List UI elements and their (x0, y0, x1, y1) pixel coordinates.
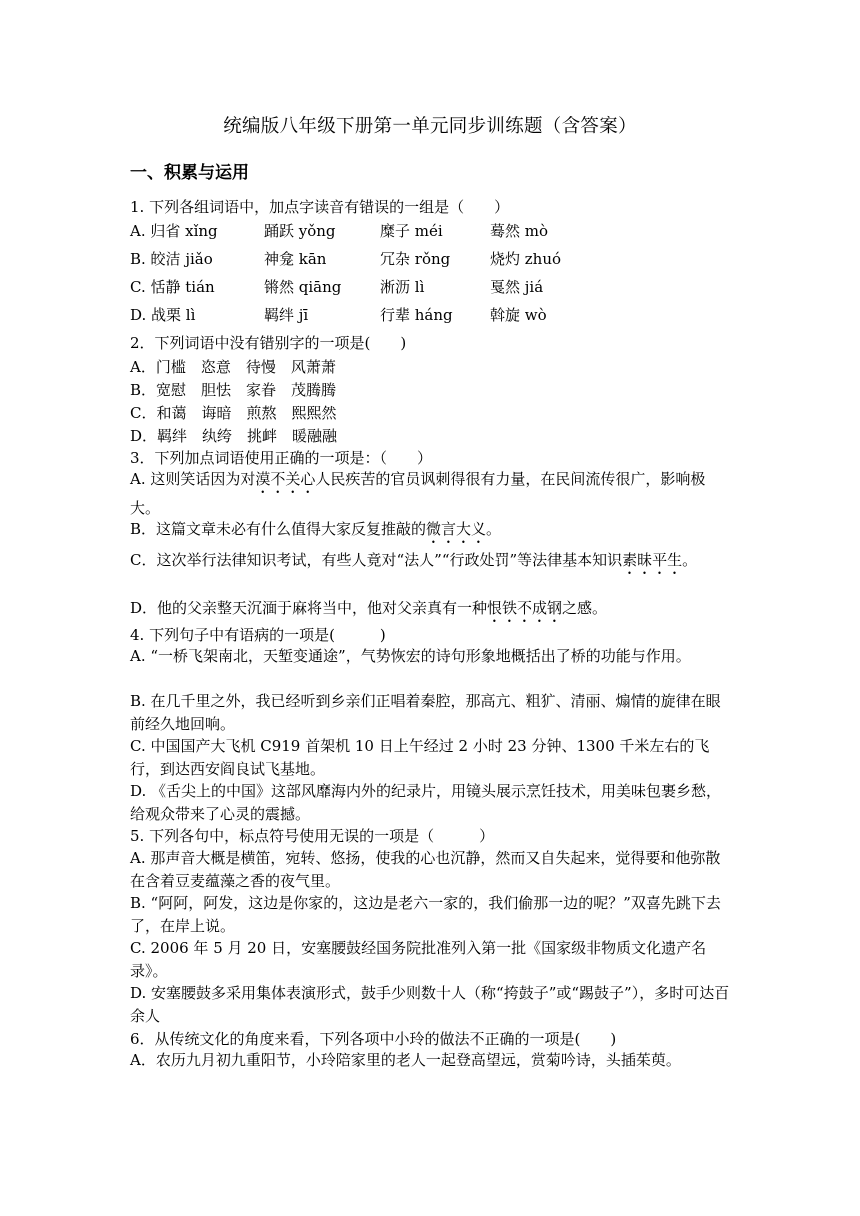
q4-option-c: C. 中国国产大飞机 C919 首架机 10 日上午经过 2 小时 23 分钟、1300 千米左右的飞行，到达西安阎良试飞基地。 (130, 737, 710, 778)
q1-d-word-4: 斡旋 wò (490, 306, 547, 324)
q5-option-c: C. 2006 年 5 月 20 日，安塞腰鼓经国务院批准列入第一批《国家级非物质文化遗产名录》。 (130, 939, 707, 980)
q2-option-a: A．门槛 恣意 待慢 风萧萧 (130, 358, 336, 376)
q5-option-d: D. 安塞腰鼓多采用集体表演形式，鼓手少则数十人（称“挎鼓子”或“踢鼓子”），多时可达百余人 (130, 984, 730, 1025)
q3-a-text-2: 人民疾苦的官员讽刺得很有力量，在民间流传很广，影响极大。 (130, 470, 706, 517)
q6-option-a: A．农历九月初九重阳节，小玲陪家里的老人一起登高望远，赏菊吟诗，头插茱萸。 (130, 1051, 681, 1069)
q1-a-word-2: 踊跃 yǒng (264, 222, 336, 240)
q1-b-word-2: 神龛 kān (264, 250, 327, 268)
question-6-stem: 6．从传统文化的角度来看，下列各项中小玲的做法不正确的一项是( ) (130, 1030, 617, 1048)
q3-d-emphasized-term: 恨铁不成钢 (487, 599, 563, 617)
question-1-stem: 1. 下列各组词语中，加点字读音有错误的一组是（ ） (130, 198, 510, 216)
q1-a-word-1: A. 归省 xǐng (130, 222, 218, 240)
q1-c-word-1: C. 恬静 tián (130, 278, 215, 296)
q5-option-a: A. 那声音大概是横笛，宛转、悠扬，使我的心也沉静，然而又自失起来，觉得要和他弥散在含着豆麦蕴藻之香的夜气里。 (130, 849, 721, 890)
q3-a-text-1: A. 这则笑话因为对 (130, 470, 256, 488)
q1-a-word-4: 蓦然 mò (490, 222, 549, 240)
q3-b-text-2: 。 (486, 520, 502, 538)
question-3-stem: 3．下列加点词语使用正确的一项是：（ ） (130, 449, 433, 467)
q3-c-emphasized-term: 素昧平生 (622, 551, 683, 569)
q1-c-word-2: 锵然 qiāng (264, 278, 342, 296)
q1-c-word-4: 戛然 jiá (490, 278, 544, 296)
q3-d-text-1: D．他的父亲整天沉湎于麻将当中，他对父亲真有一种 (130, 599, 488, 617)
q2-option-d: D．羁绊 纨绔 挑衅 暖融融 (130, 427, 338, 445)
q4-option-a: A. “一桥飞架南北，天堑变通途”，气势恢宏的诗句形象地概括出了桥的功能与作用。 (130, 647, 691, 665)
q1-d-word-3: 行辈 háng (380, 306, 453, 324)
q4-option-b: B. 在几千里之外，我已经听到乡亲们正唱着秦腔，那高亢、粗犷、清丽、煽情的旋律在眼前经久地回响。 (130, 692, 721, 733)
q3-option-d (130, 597, 730, 626)
q4-option-d: D. 《舌尖上的中国》这部风靡海内外的纪录片，用镜头展示烹饪技术，用美味包裹乡愁，给观众带来了心灵的震撼。 (130, 782, 722, 823)
q3-b-emphasized-term: 微言大义 (426, 520, 487, 538)
q3-c-text-2: 。 (682, 551, 698, 569)
q1-a-word-3: 糜子 méi (380, 222, 443, 240)
q2-option-b: B．宽慰 胆怯 家眷 茂腾腾 (130, 381, 337, 399)
q1-b-word-1: B. 皎洁 jiǎo (130, 250, 213, 268)
question-2-stem: 2．下列词语中没有错别字的一项是( ) (130, 334, 407, 352)
q1-b-word-4: 烧灼 zhuó (490, 250, 562, 268)
q3-b-text-1: B．这篇文章未必有什么值得大家反复推敲的 (130, 520, 427, 538)
question-4-stem: 4. 下列句子中有语病的一项是( ) (130, 626, 386, 644)
q5-option-b: B. “阿阿，阿发，这边是你家的，这边是老六一家的，我们偷那一边的呢？”双喜先跳下去了，在岸上说。 (130, 894, 721, 935)
q3-a-emphasized-term: 漠不关心 (255, 470, 316, 488)
q1-c-word-3: 淅沥 lì (380, 278, 425, 296)
q2-option-c: C．和蔼 诲暗 煎熬 熙熙然 (130, 404, 337, 422)
document-title: 统编版八年级下册第一单元同步训练题（含答案） (223, 116, 637, 137)
q1-d-word-2: 羁绊 jī (264, 306, 309, 324)
q3-option-a (130, 468, 730, 520)
q3-option-b (130, 518, 730, 547)
question-5-stem: 5. 下列各句中，标点符号使用无误的一项是（ ） (130, 827, 495, 845)
section-heading: 一、积累与运用 (130, 163, 249, 183)
q3-c-text-1: C．这次举行法律知识考试，有些人竟对“法人”“行政处罚”等法律基本知识 (130, 551, 623, 569)
q3-option-c (130, 549, 730, 578)
q1-d-word-1: D. 战栗 lì (130, 306, 196, 324)
q3-d-text-2: 之感。 (562, 599, 608, 617)
q1-b-word-3: 冗杂 rǒng (380, 250, 451, 268)
